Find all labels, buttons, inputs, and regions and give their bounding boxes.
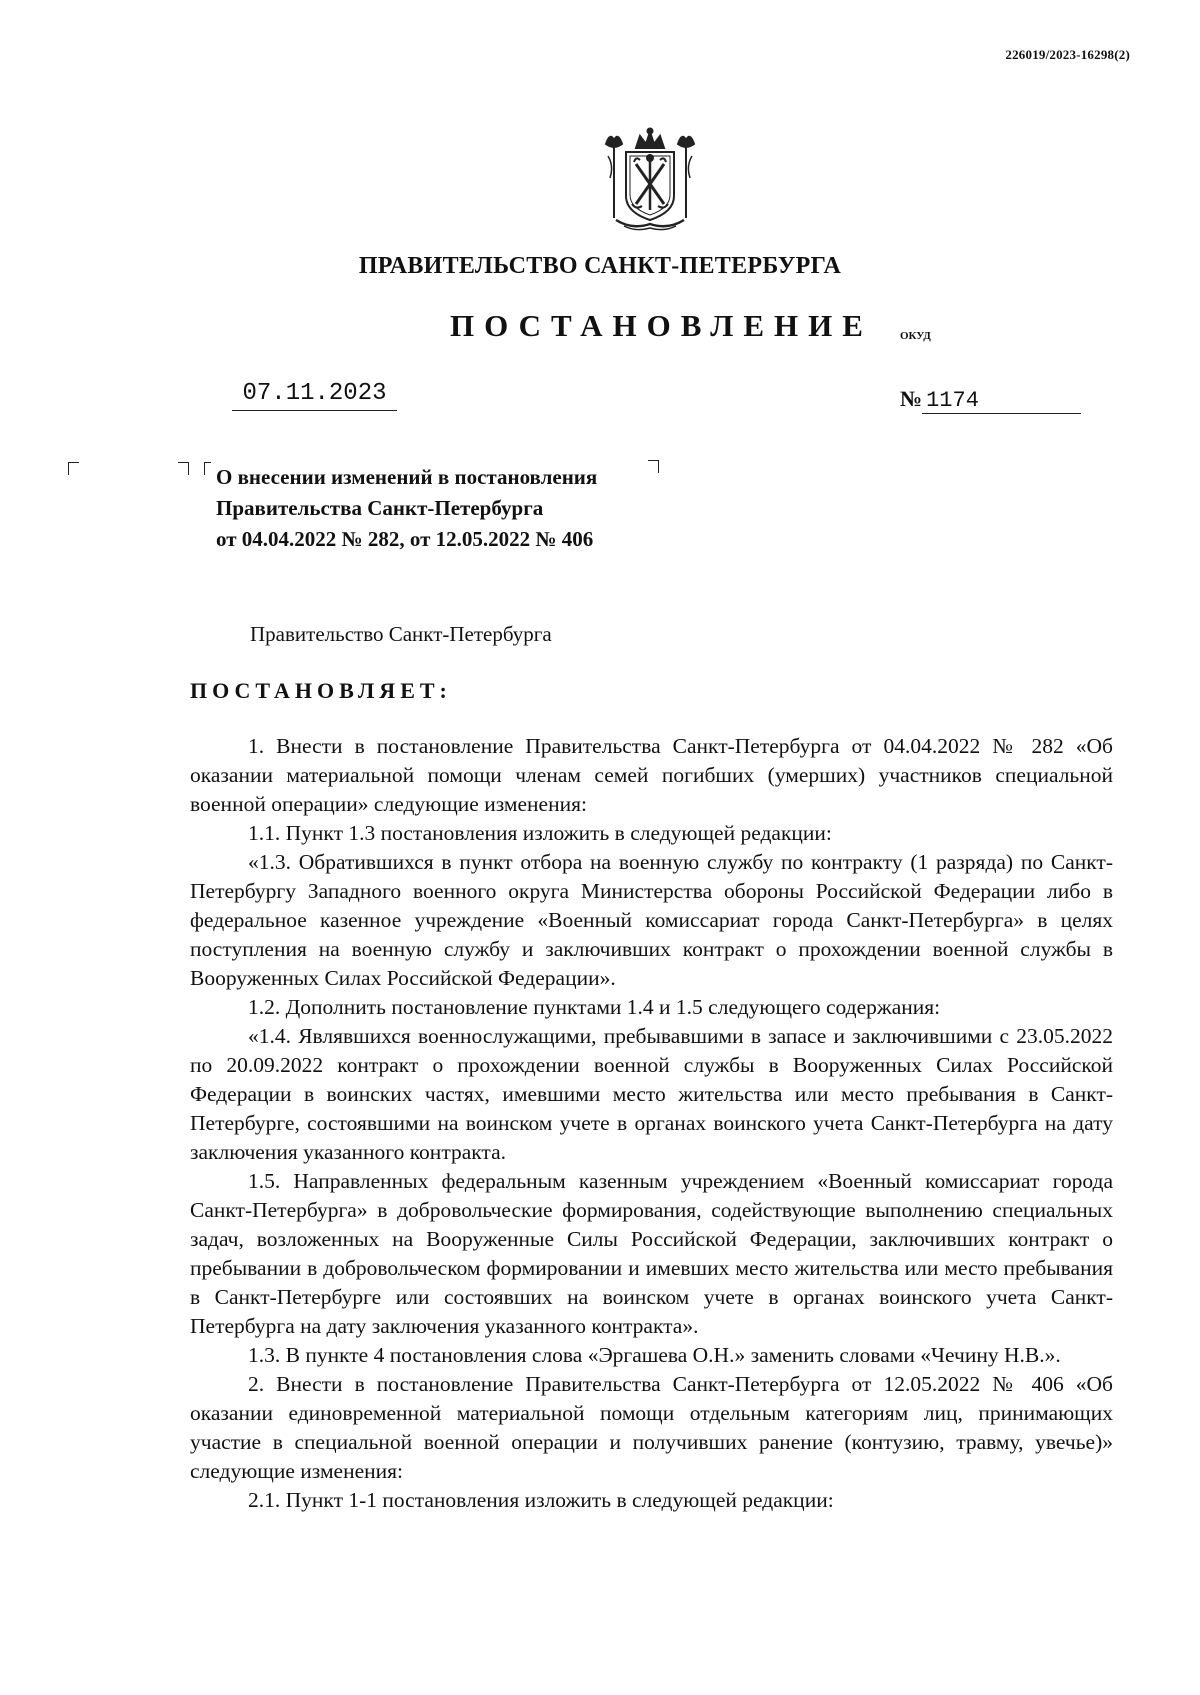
paragraph: 1.5. Направленных федеральным казенным учреждением «Военный комиссариат города Санкт-Петербурга» в добровольческие формирования, содействующие выполнению специальных задач, возложенных на Вооруженные Силы Российской Федерации, заключивших контракт о пребывании в добровольческом формировании и имевших место жительства или место пребывания в Санкт-Петербурге или состоявших на воинском учете в органах воинского учета Санкт-Петербурга на дату заключения указанного контракта».: [190, 1169, 1113, 1338]
paragraph: «1.3. Обратившихся в пункт отбора на военную службу по контракту (1 разряда) по Санкт-Петербургу Западного военного округа Министерства обороны Российской Федерации либо в федеральное казенное учреждение «Военный комиссариат города Санкт-Петербурга» в целях поступления на военную службу и заключивших контракт о прохождении военной службы в Вооруженных Силах Российской Федерации».: [190, 850, 1113, 990]
resolves-heading: ПОСТАНОВЛЯЕТ:: [190, 678, 452, 703]
preamble-subject: Правительство Санкт-Петербурга: [250, 622, 552, 646]
okud-label: ОКУД: [900, 330, 931, 342]
decree-date: 07.11.2023: [232, 380, 397, 411]
number-sign: №: [900, 386, 923, 411]
title-bracket-left-outer: [68, 462, 79, 475]
paragraph: 1.1. Пункт 1.3 постановления изложить в следующей редакции:: [248, 821, 832, 845]
decree-body: [190, 732, 1113, 1515]
paragraph: 2.1. Пункт 1-1 постановления изложить в следующей редакции:: [248, 1488, 834, 1512]
decree-number-field: [900, 386, 1100, 414]
title-bracket-left-start: [204, 462, 211, 475]
paragraph: 1. Внести в постановление Правительства Санкт-Петербурга от 04.04.2022 № 282 «Об оказании материальной помощи членам семей погибших (умерших) участников специальной военной операции» следующие изменения:: [190, 734, 1113, 816]
government-name: ПРАВИТЕЛЬСТВО САНКТ-ПЕТЕРБУРГА: [358, 253, 842, 279]
title-bracket-right: [648, 460, 659, 473]
document-registration-number: 226019/2023-16298(2): [1005, 47, 1130, 62]
title-line: от 04.04.2022 № 282, от 12.05.2022 № 406: [216, 527, 594, 551]
title-bracket-left-inner: [178, 462, 189, 475]
decree-number: 1174: [922, 388, 1081, 414]
saint-petersburg-coat-of-arms-icon: [596, 126, 704, 234]
paragraph: 2. Внести в постановление Правительства Санкт-Петербурга от 12.05.2022 № 406 «Об оказании единовременной материальной помощи отдельным категориям лиц, принимающих участие в специальной военной операции и получивших ранение (контузию, травму, увечье)» следующие изменения:: [190, 1372, 1113, 1483]
title-line: Правительства Санкт-Петербурга: [216, 496, 544, 520]
decree-title: [216, 462, 597, 555]
paragraph: «1.4. Являвшихся военнослужащими, пребывавшими в запасе и заключившими с 23.05.2022 по 20.09.2022 контракт о прохождении военной службы в Вооруженных Силах Российской Федерации в воинских частях, имевшими место жительства или место пребывания в Санкт-Петербурге, состоявшими на воинском учете в органах воинского учета Санкт-Петербурга на дату заключения указанного контракта.: [190, 1024, 1113, 1164]
paragraph: 1.2. Дополнить постановление пунктами 1.4 и 1.5 следующего содержания:: [248, 995, 941, 1019]
decree-heading: ПОСТАНОВЛЕНИЕ: [450, 308, 873, 343]
title-line: О внесении изменений в постановления: [216, 465, 598, 489]
paragraph: 1.3. В пункте 4 постановления слова «Эргашева О.Н.» заменить словами «Чечину Н.В.».: [248, 1343, 1061, 1367]
